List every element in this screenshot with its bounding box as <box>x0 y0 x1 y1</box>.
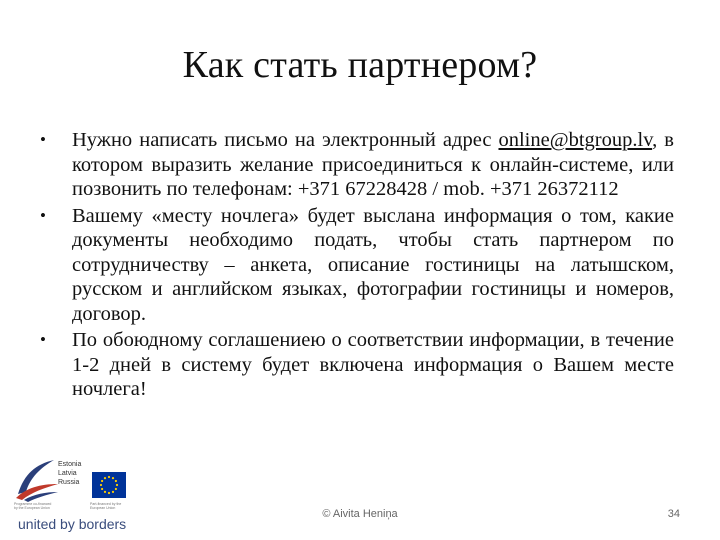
swoosh-logo-icon <box>14 458 60 502</box>
bullet-dot-icon: • <box>40 330 46 349</box>
email-link[interactable]: online@btgroup.lv <box>498 129 653 151</box>
bullet-item-contact <box>40 128 674 202</box>
country-list <box>58 460 81 487</box>
country-russia: Russia <box>58 479 80 486</box>
bullet-text-after: , в котором выразить желание присоединиться к онлайн-системе, или позвонить по телефонам: +371 67228428 / mob. +371 26372112 <box>72 129 674 200</box>
program-logo <box>14 456 138 532</box>
cofinance-note-right: Part-financed by the European Union <box>90 502 122 510</box>
eu-flag-icon <box>92 472 126 498</box>
bullet-item-agreement <box>40 328 674 402</box>
country-estonia: Estonia <box>58 461 82 468</box>
country-latvia: Latvia <box>58 470 77 477</box>
cofinance-note-left: Programme co-financed by the European Union <box>14 502 52 510</box>
bullet-item-documents <box>40 204 674 327</box>
footer-author: © Aivita Heniņa <box>322 508 398 520</box>
slide-title: Как стать партнером? <box>182 44 538 86</box>
bullet-dot-icon: • <box>40 130 46 149</box>
page-number: 34 <box>667 508 680 520</box>
bullet-text-before: Нужно написать письмо на электронный адрес <box>72 129 499 151</box>
bullet-text: Вашему «месту ночлега» будет выслана информация о том, какие документы необходимо подать, чтобы стать партнером по сотрудничеству – анкета, описание гостиницы на латышском, русском и английском языках, фотографии гостиницы и номеров, договор. <box>72 204 674 325</box>
logo-tagline: united by borders <box>18 516 127 532</box>
bullet-list <box>40 128 674 404</box>
bullet-text: По обоюдному соглашениею о соответствии информации, в течение 1-2 дней в систему будет включена информация о Вашем месте ночлега! <box>72 329 674 400</box>
bullet-dot-icon: • <box>40 205 46 225</box>
